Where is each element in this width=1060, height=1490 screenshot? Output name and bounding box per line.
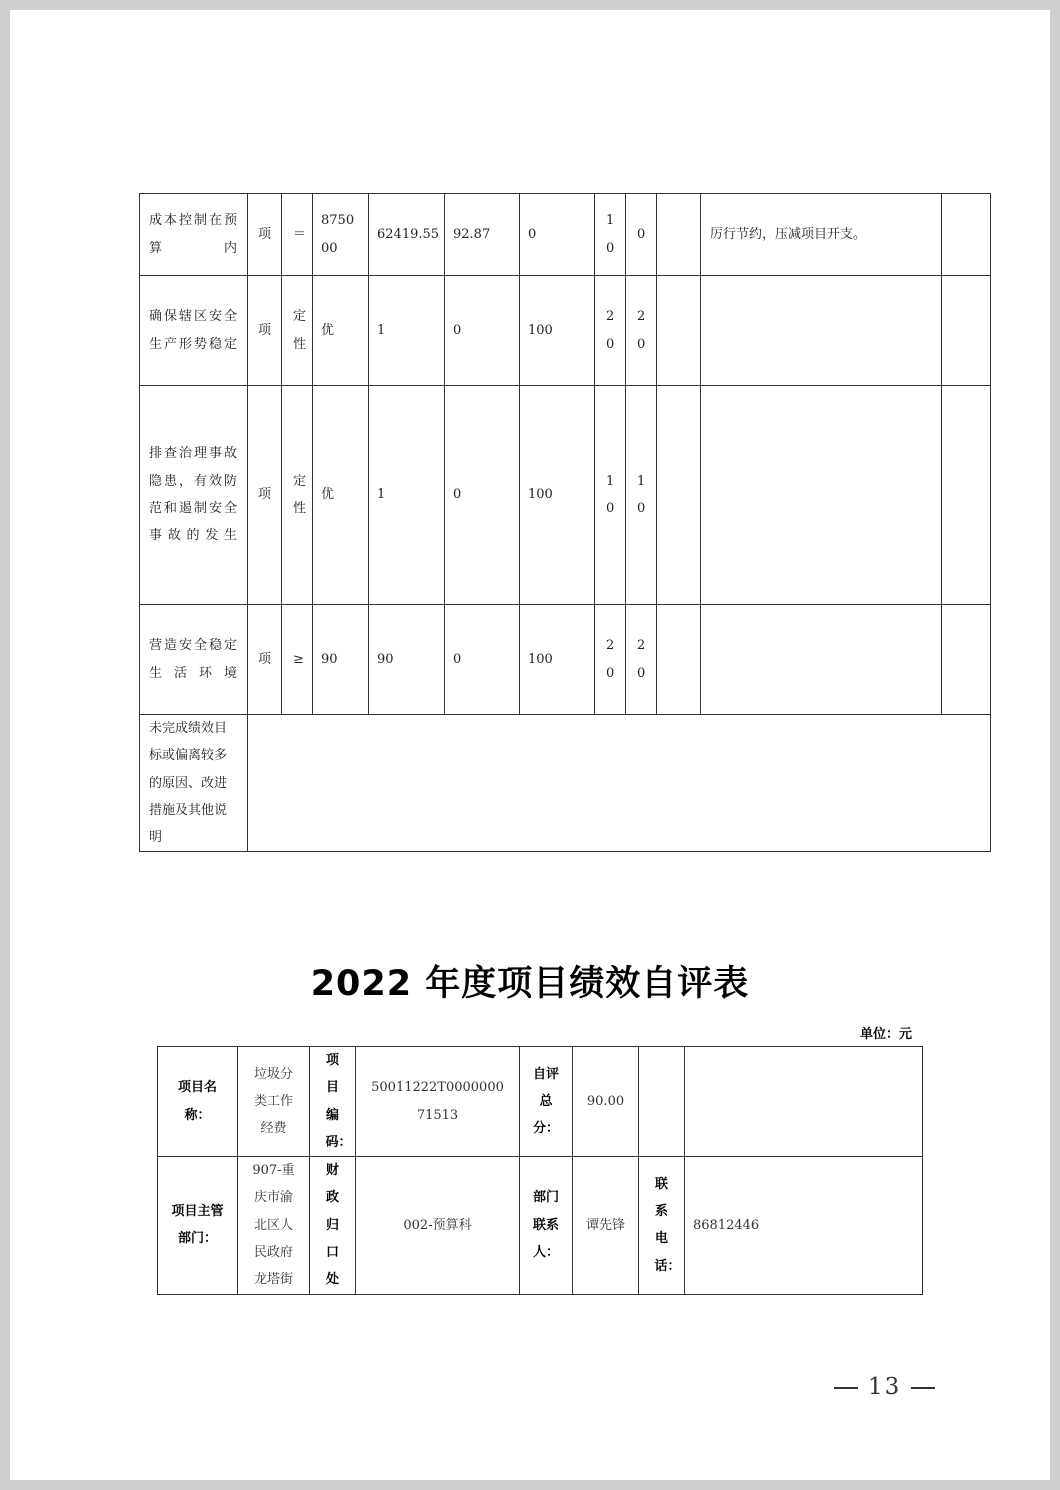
phone-label: 联系电话： xyxy=(654,1176,681,1274)
indicator-row xyxy=(140,194,991,276)
project-info-row-1 xyxy=(158,1047,923,1157)
project-info-table xyxy=(157,1046,923,1295)
self-score-label: 自评总分： xyxy=(532,1066,559,1137)
indicator-unit: 项 xyxy=(248,194,282,276)
performance-indicator-table xyxy=(139,193,991,852)
explanation-value xyxy=(248,715,991,852)
score-value: 20 xyxy=(637,638,646,681)
deviation-note xyxy=(701,605,942,715)
score-value: 0 xyxy=(637,226,646,242)
weight-value: 10 xyxy=(606,213,615,256)
completion-rate: 0 xyxy=(445,386,520,605)
indicator-unit: 项 xyxy=(248,276,282,386)
empty-cell xyxy=(685,1047,923,1157)
project-name-value: 垃圾分类工作经费 xyxy=(253,1066,293,1137)
deviation-note xyxy=(701,276,942,386)
target-value: 875000 xyxy=(321,213,355,256)
department-label: 项目主管部门： xyxy=(171,1204,224,1247)
indicator-operator: ≥ xyxy=(293,651,304,667)
indicator-name: 排查治理事故隐患，有效防范和遏制安全事故的发生 xyxy=(140,386,248,605)
completion-rate: 92.87 xyxy=(445,194,520,276)
indicator-name: 成本控制在预算内 xyxy=(140,194,248,276)
indicator-row xyxy=(140,276,991,386)
finance-office-label: 财政归口处 xyxy=(325,1163,339,1288)
actual-value: 1 xyxy=(369,386,445,605)
target-value: 90 xyxy=(321,651,338,667)
explanation-row xyxy=(140,715,991,852)
completion-rate: 0 xyxy=(445,605,520,715)
deviation-value: 100 xyxy=(520,605,595,715)
dash-left xyxy=(834,1387,858,1389)
weight-value: 10 xyxy=(606,473,615,516)
weight-value: 20 xyxy=(606,309,615,352)
indicator-operator: 定性 xyxy=(293,473,307,516)
deviation-note xyxy=(701,386,942,605)
dash-right xyxy=(911,1387,935,1389)
self-score-value: 90.00 xyxy=(573,1047,639,1157)
score-value: 10 xyxy=(637,473,646,516)
empty-cell xyxy=(657,194,701,276)
deviation-note: 厉行节约，压减项目开支。 xyxy=(701,194,942,276)
indicator-unit: 项 xyxy=(248,605,282,715)
phone-value: 86812446 xyxy=(685,1157,923,1294)
project-code-value: 50011222T000000071513 xyxy=(356,1047,520,1157)
empty-cell xyxy=(942,386,991,605)
actual-value: 62419.55 xyxy=(369,194,445,276)
indicator-unit: 项 xyxy=(248,386,282,605)
form-title: 2022 年度项目绩效自评表 xyxy=(310,964,750,1004)
project-code-label: 项目编码： xyxy=(325,1053,352,1150)
score-value: 20 xyxy=(637,309,646,352)
actual-value: 1 xyxy=(369,276,445,386)
unit-label: 单位：元 xyxy=(859,1027,912,1042)
empty-cell xyxy=(657,276,701,386)
empty-cell xyxy=(942,194,991,276)
page-number xyxy=(824,1374,945,1400)
completion-rate: 0 xyxy=(445,276,520,386)
page-number-text: 13 xyxy=(868,1374,902,1400)
document-page xyxy=(10,10,1050,1480)
indicator-operator: 定性 xyxy=(293,309,307,352)
target-value: 优 xyxy=(321,322,335,338)
indicator-row xyxy=(140,386,991,605)
indicator-name: 营造安全稳定生活环境 xyxy=(140,605,248,715)
actual-value: 90 xyxy=(369,605,445,715)
deviation-value: 0 xyxy=(520,194,595,276)
empty-cell xyxy=(942,605,991,715)
indicator-row xyxy=(140,605,991,715)
deviation-value: 100 xyxy=(520,386,595,605)
contact-person-label: 部门联系人： xyxy=(532,1190,559,1261)
target-value: 优 xyxy=(321,487,335,503)
indicator-operator: ＝ xyxy=(293,226,307,242)
weight-value: 20 xyxy=(606,638,615,681)
department-value: 907-重庆市渝北区人民政府龙塔街 xyxy=(252,1163,295,1288)
indicator-name: 确保辖区安全生产形势稳定 xyxy=(140,276,248,386)
empty-cell xyxy=(657,605,701,715)
deviation-value: 100 xyxy=(520,276,595,386)
finance-office-value: 002-预算科 xyxy=(356,1157,520,1294)
contact-person-value: 谭先锋 xyxy=(573,1157,639,1294)
project-info-row-2 xyxy=(158,1157,923,1294)
empty-cell xyxy=(639,1047,685,1157)
empty-cell xyxy=(942,276,991,386)
project-name-label: 项目名称： xyxy=(177,1080,217,1123)
empty-cell xyxy=(657,386,701,605)
explanation-label: 未完成绩效目标或偏离较多的原因、改进措施及其他说明 xyxy=(140,715,248,852)
